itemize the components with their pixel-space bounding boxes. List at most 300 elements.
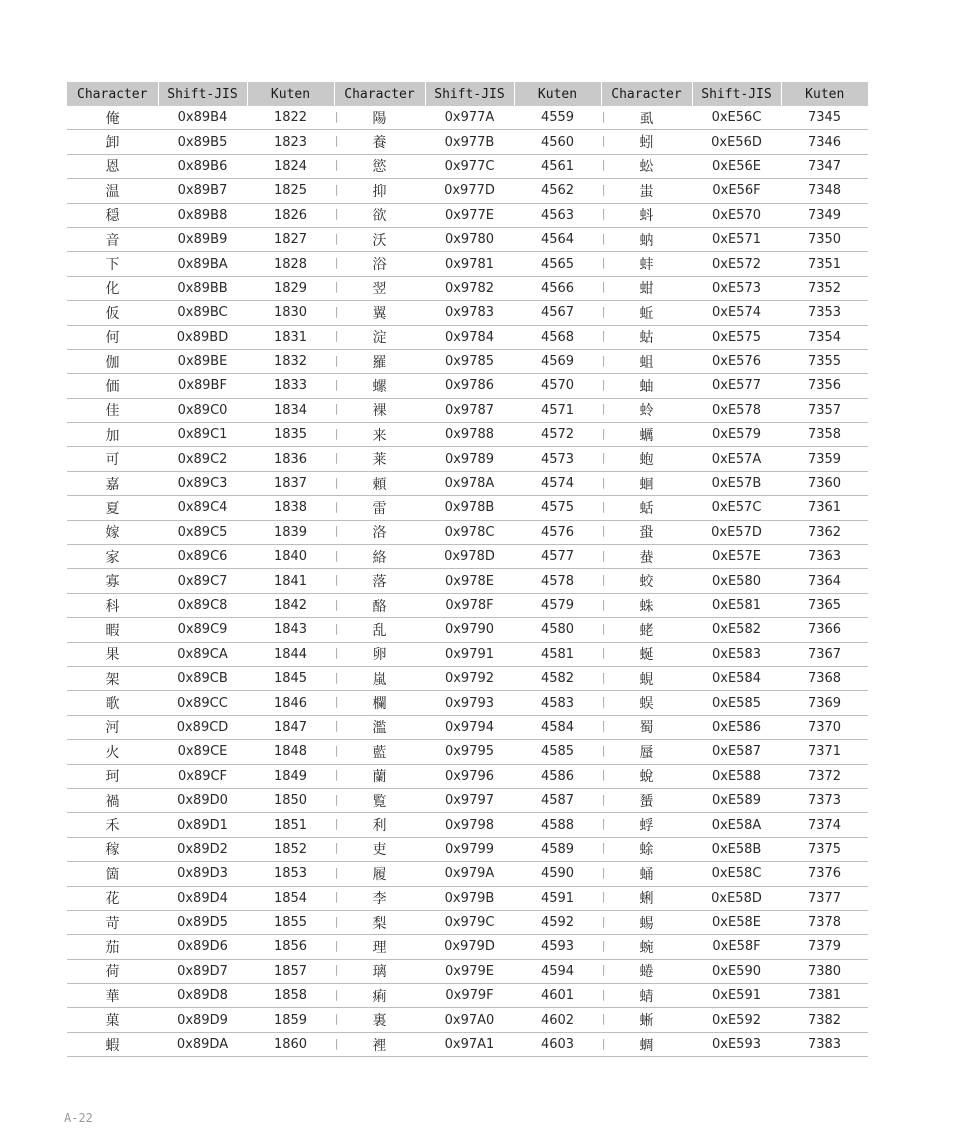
kuten-cell: 1845: [247, 666, 334, 690]
shift-jis-cell: 0xE57B: [692, 471, 781, 495]
character-cell: │ 李: [334, 886, 425, 910]
kuten-cell: 4582: [514, 666, 601, 690]
kuten-cell: 7348: [781, 179, 868, 203]
character-cell: 俺: [67, 106, 158, 130]
character-cell: │ 蚰: [601, 374, 692, 398]
shift-jis-cell: 0xE572: [692, 252, 781, 276]
character-cell: │ 蛹: [601, 862, 692, 886]
kuten-cell: 1846: [247, 691, 334, 715]
shift-jis-cell: 0x89B5: [158, 130, 247, 154]
kuten-cell: 1854: [247, 886, 334, 910]
kuten-cell: 7351: [781, 252, 868, 276]
kuten-cell: 7369: [781, 691, 868, 715]
kuten-cell: 4590: [514, 862, 601, 886]
shift-jis-cell: 0x89C9: [158, 618, 247, 642]
kuten-cell: 1853: [247, 862, 334, 886]
shift-jis-cell: 0x89CE: [158, 740, 247, 764]
table-row: [67, 545, 868, 569]
kuten-cell: 4591: [514, 886, 601, 910]
table-row: [67, 813, 868, 837]
character-cell: │ 裸: [334, 398, 425, 422]
shift-jis-cell: 0x89D6: [158, 935, 247, 959]
kuten-cell: 7346: [781, 130, 868, 154]
character-cell: 火: [67, 740, 158, 764]
kuten-cell: 1835: [247, 423, 334, 447]
kuten-cell: 4593: [514, 935, 601, 959]
shift-jis-cell: 0x89B4: [158, 106, 247, 130]
shift-jis-cell: 0x89D4: [158, 886, 247, 910]
shift-jis-cell: 0xE586: [692, 715, 781, 739]
character-cell: 茄: [67, 935, 158, 959]
table-row: [67, 520, 868, 544]
character-cell: 珂: [67, 764, 158, 788]
character-cell: │ 養: [334, 130, 425, 154]
kuten-cell: 1851: [247, 813, 334, 837]
kuten-cell: 7370: [781, 715, 868, 739]
shift-jis-cell: 0xE58B: [692, 837, 781, 861]
table-row: [67, 593, 868, 617]
shift-jis-cell: 0x979F: [425, 984, 514, 1008]
character-cell: │ 羅: [334, 349, 425, 373]
kuten-cell: 7362: [781, 520, 868, 544]
kuten-cell: 1841: [247, 569, 334, 593]
shift-jis-cell: 0x89D7: [158, 959, 247, 983]
character-cell: │ 卵: [334, 642, 425, 666]
character-cell: 音: [67, 227, 158, 251]
character-cell: │ 頼: [334, 471, 425, 495]
kuten-cell: 7364: [781, 569, 868, 593]
kuten-cell: 1830: [247, 301, 334, 325]
kuten-cell: 7379: [781, 935, 868, 959]
kuten-cell: 1838: [247, 496, 334, 520]
character-cell: │ 蜀: [601, 715, 692, 739]
character-cell: │ 落: [334, 569, 425, 593]
character-cell: │ 蛟: [601, 569, 692, 593]
kuten-cell: 7375: [781, 837, 868, 861]
shift-jis-cell: 0x89C8: [158, 593, 247, 617]
shift-jis-cell: 0xE57C: [692, 496, 781, 520]
table-row: [67, 569, 868, 593]
kuten-cell: 7356: [781, 374, 868, 398]
character-cell: 稼: [67, 837, 158, 861]
kuten-cell: 4569: [514, 349, 601, 373]
character-cell: 華: [67, 984, 158, 1008]
shift-jis-cell: 0xE57D: [692, 520, 781, 544]
shift-jis-cell: 0x89BE: [158, 349, 247, 373]
table-row: [67, 959, 868, 983]
shift-jis-cell: 0x89B7: [158, 179, 247, 203]
character-cell: │ 抑: [334, 179, 425, 203]
kuten-cell: 4589: [514, 837, 601, 861]
table-row: [67, 642, 868, 666]
character-cell: │ 蘭: [334, 764, 425, 788]
shift-jis-cell: 0xE573: [692, 276, 781, 300]
table-row: [67, 325, 868, 349]
kuten-cell: 4594: [514, 959, 601, 983]
character-cell: 温: [67, 179, 158, 203]
character-cell: │ 蚪: [601, 203, 692, 227]
shift-jis-cell: 0x89CB: [158, 666, 247, 690]
character-cell: │ 蜆: [601, 666, 692, 690]
shift-jis-cell: 0x89CD: [158, 715, 247, 739]
shift-jis-cell: 0xE592: [692, 1008, 781, 1032]
shift-jis-cell: 0x9795: [425, 740, 514, 764]
shift-jis-cell: 0xE590: [692, 959, 781, 983]
kuten-cell: 4565: [514, 252, 601, 276]
shift-jis-cell: 0xE571: [692, 227, 781, 251]
shift-jis-cell: 0x89C4: [158, 496, 247, 520]
character-cell: │ 蛩: [601, 520, 692, 544]
character-cell: 嘉: [67, 471, 158, 495]
shift-jis-cell: 0x9794: [425, 715, 514, 739]
table-row: [67, 935, 868, 959]
character-cell: │ 乱: [334, 618, 425, 642]
kuten-cell: 7345: [781, 106, 868, 130]
kuten-cell: 1840: [247, 545, 334, 569]
table-row: [67, 496, 868, 520]
kuten-cell: 4576: [514, 520, 601, 544]
character-cell: │ 蚣: [601, 154, 692, 178]
character-cell: 下: [67, 252, 158, 276]
character-cell: │ 蜃: [601, 740, 692, 764]
character-cell: │ 翌: [334, 276, 425, 300]
table-row: [67, 374, 868, 398]
kuten-cell: 1828: [247, 252, 334, 276]
kuten-cell: 1849: [247, 764, 334, 788]
shift-jis-cell: 0x89C5: [158, 520, 247, 544]
kuten-cell: 7381: [781, 984, 868, 1008]
shift-jis-cell: 0x89B8: [158, 203, 247, 227]
shift-jis-cell: 0x89DA: [158, 1032, 247, 1056]
character-cell: 蝦: [67, 1032, 158, 1056]
shift-jis-cell: 0xE581: [692, 593, 781, 617]
kuten-cell: 1847: [247, 715, 334, 739]
table-row: [67, 886, 868, 910]
shift-jis-cell: 0x9798: [425, 813, 514, 837]
character-cell: 禍: [67, 788, 158, 812]
shift-jis-cell: 0x978A: [425, 471, 514, 495]
character-cell: │ 蚓: [601, 130, 692, 154]
character-cell: 化: [67, 276, 158, 300]
character-cell: 伽: [67, 349, 158, 373]
kuten-cell: 4588: [514, 813, 601, 837]
character-cell: │ 慾: [334, 154, 425, 178]
shift-jis-cell: 0xE575: [692, 325, 781, 349]
kuten-cell: 1857: [247, 959, 334, 983]
character-cell: │ 蚯: [601, 301, 692, 325]
shift-jis-cell: 0xE584: [692, 666, 781, 690]
character-cell: 歌: [67, 691, 158, 715]
shift-jis-cell: 0x978C: [425, 520, 514, 544]
character-cell: │ 螺: [334, 374, 425, 398]
shift-jis-cell: 0xE579: [692, 423, 781, 447]
kuten-cell: 1822: [247, 106, 334, 130]
character-cell: │ 蛆: [601, 349, 692, 373]
page-number: A-22: [64, 1111, 93, 1125]
shift-jis-cell: 0x9791: [425, 642, 514, 666]
kuten-cell: 7360: [781, 471, 868, 495]
kuten-cell: 1837: [247, 471, 334, 495]
character-cell: │ 裏: [334, 1008, 425, 1032]
kuten-cell: 4570: [514, 374, 601, 398]
character-cell: │ 虱: [601, 106, 692, 130]
kuten-cell: 4573: [514, 447, 601, 471]
header-row: [67, 82, 868, 106]
character-cell: │ 蛯: [601, 618, 692, 642]
kuten-cell: 1844: [247, 642, 334, 666]
shift-jis-cell: 0x977E: [425, 203, 514, 227]
character-cell: │ 欲: [334, 203, 425, 227]
kuten-cell: 7372: [781, 764, 868, 788]
character-cell: │ 蜊: [601, 886, 692, 910]
character-cell: │ 蜍: [601, 837, 692, 861]
kuten-cell: 4563: [514, 203, 601, 227]
character-cell: │ 蜷: [601, 959, 692, 983]
shift-jis-cell: 0x89C2: [158, 447, 247, 471]
character-cell: 仮: [67, 301, 158, 325]
kuten-cell: 4559: [514, 106, 601, 130]
kuten-cell: 7358: [781, 423, 868, 447]
character-cell: 可: [67, 447, 158, 471]
kuten-cell: 7353: [781, 301, 868, 325]
shift-jis-cell: 0xE591: [692, 984, 781, 1008]
character-cell: 佳: [67, 398, 158, 422]
table-row: [67, 349, 868, 373]
character-cell: 寡: [67, 569, 158, 593]
kuten-cell: 7367: [781, 642, 868, 666]
kuten-cell: 4560: [514, 130, 601, 154]
column-header-shift-jis: Shift-JIS: [425, 82, 514, 106]
kuten-cell: 4585: [514, 740, 601, 764]
table-row: [67, 179, 868, 203]
kuten-cell: 1823: [247, 130, 334, 154]
kuten-cell: 4578: [514, 569, 601, 593]
shift-jis-cell: 0x9788: [425, 423, 514, 447]
character-cell: │ 裡: [334, 1032, 425, 1056]
kuten-cell: 1824: [247, 154, 334, 178]
table-row: [67, 398, 868, 422]
character-cell: │ 璃: [334, 959, 425, 983]
character-cell: │ 欄: [334, 691, 425, 715]
character-cell: 卸: [67, 130, 158, 154]
shift-jis-cell: 0x979C: [425, 910, 514, 934]
table-row: [67, 447, 868, 471]
kuten-cell: 7368: [781, 666, 868, 690]
kuten-cell: 7357: [781, 398, 868, 422]
kuten-cell: 1859: [247, 1008, 334, 1032]
character-cell: │ 蛻: [601, 764, 692, 788]
kuten-cell: 4583: [514, 691, 601, 715]
kuten-cell: 7361: [781, 496, 868, 520]
character-cell: │ 蠣: [601, 423, 692, 447]
shift-jis-cell: 0xE56C: [692, 106, 781, 130]
table-row: [67, 837, 868, 861]
table-row: [67, 764, 868, 788]
kuten-cell: 1858: [247, 984, 334, 1008]
kuten-cell: 7359: [781, 447, 868, 471]
column-header-kuten: Kuten: [781, 82, 868, 106]
shift-jis-cell: 0xE58F: [692, 935, 781, 959]
shift-jis-cell: 0x89C0: [158, 398, 247, 422]
kuten-cell: 7365: [781, 593, 868, 617]
column-header-kuten: Kuten: [514, 82, 601, 106]
shift-jis-cell: 0x979E: [425, 959, 514, 983]
shift-jis-cell: 0x89CC: [158, 691, 247, 715]
table-row: [67, 154, 868, 178]
shift-jis-cell: 0xE588: [692, 764, 781, 788]
kuten-cell: 1839: [247, 520, 334, 544]
kuten-cell: 1826: [247, 203, 334, 227]
kuten-cell: 4581: [514, 642, 601, 666]
kuten-cell: 7383: [781, 1032, 868, 1056]
table-row: [67, 910, 868, 934]
character-cell: │ 嵐: [334, 666, 425, 690]
shift-jis-cell: 0x977D: [425, 179, 514, 203]
shift-jis-cell: 0xE57A: [692, 447, 781, 471]
shift-jis-cell: 0xE58C: [692, 862, 781, 886]
shift-jis-cell: 0x97A0: [425, 1008, 514, 1032]
character-cell: 何: [67, 325, 158, 349]
kuten-cell: 4602: [514, 1008, 601, 1032]
kuten-cell: 1843: [247, 618, 334, 642]
kuten-cell: 7382: [781, 1008, 868, 1032]
shift-jis-cell: 0x97A1: [425, 1032, 514, 1056]
kuten-cell: 1832: [247, 349, 334, 373]
shift-jis-cell: 0x977B: [425, 130, 514, 154]
shift-jis-cell: 0x979D: [425, 935, 514, 959]
table-row: [67, 666, 868, 690]
kuten-cell: 7373: [781, 788, 868, 812]
shift-jis-cell: 0x9796: [425, 764, 514, 788]
kuten-cell: 4567: [514, 301, 601, 325]
character-cell: │ 浴: [334, 252, 425, 276]
shift-jis-cell: 0x9787: [425, 398, 514, 422]
shift-jis-cell: 0x89D2: [158, 837, 247, 861]
shift-jis-cell: 0x89BF: [158, 374, 247, 398]
character-cell: 価: [67, 374, 158, 398]
character-cell: │ 翼: [334, 301, 425, 325]
character-cell: │ 蚩: [601, 179, 692, 203]
shift-jis-cell: 0x9792: [425, 666, 514, 690]
shift-jis-cell: 0x9797: [425, 788, 514, 812]
character-cell: │ 履: [334, 862, 425, 886]
shift-jis-cell: 0xE576: [692, 349, 781, 373]
shift-jis-cell: 0x89C3: [158, 471, 247, 495]
character-cell: │ 蜑: [601, 788, 692, 812]
character-cell: │ 陽: [334, 106, 425, 130]
character-cell: 箇: [67, 862, 158, 886]
shift-jis-cell: 0x89D5: [158, 910, 247, 934]
shift-jis-cell: 0x978E: [425, 569, 514, 593]
shift-jis-cell: 0x9789: [425, 447, 514, 471]
table-row: [67, 1032, 868, 1056]
character-cell: 果: [67, 642, 158, 666]
table-row: [67, 740, 868, 764]
shift-jis-cell: 0x89BB: [158, 276, 247, 300]
character-cell: │ 蚶: [601, 276, 692, 300]
table-row: [67, 276, 868, 300]
table-row: [67, 788, 868, 812]
character-cell: │ 理: [334, 935, 425, 959]
kuten-cell: 4586: [514, 764, 601, 788]
shift-jis-cell: 0x9783: [425, 301, 514, 325]
kuten-cell: 4572: [514, 423, 601, 447]
shift-jis-cell: 0x977A: [425, 106, 514, 130]
character-cell: 穏: [67, 203, 158, 227]
character-cell: │ 洛: [334, 520, 425, 544]
shift-jis-cell: 0x9793: [425, 691, 514, 715]
table-row: [67, 106, 868, 130]
table-row: [67, 252, 868, 276]
shift-jis-cell: 0xE58A: [692, 813, 781, 837]
shift-jis-cell: 0xE577: [692, 374, 781, 398]
kuten-cell: 1848: [247, 740, 334, 764]
character-cell: │ 蜒: [601, 642, 692, 666]
shift-jis-cell: 0xE56D: [692, 130, 781, 154]
character-cell: 架: [67, 666, 158, 690]
table-row: [67, 227, 868, 251]
kuten-cell: 4571: [514, 398, 601, 422]
kuten-cell: 4587: [514, 788, 601, 812]
character-cell: │ 蜻: [601, 984, 692, 1008]
shift-jis-cell: 0xE574: [692, 301, 781, 325]
kuten-cell: 1831: [247, 325, 334, 349]
column-header-kuten: Kuten: [247, 82, 334, 106]
shift-jis-cell: 0x977C: [425, 154, 514, 178]
shift-jis-cell: 0x9786: [425, 374, 514, 398]
shift-jis-cell: 0xE58D: [692, 886, 781, 910]
table-row: [67, 130, 868, 154]
character-cell: │ 来: [334, 423, 425, 447]
shift-jis-cell: 0xE593: [692, 1032, 781, 1056]
kuten-cell: 1829: [247, 276, 334, 300]
shift-jis-cell: 0x89BD: [158, 325, 247, 349]
kuten-cell: 7347: [781, 154, 868, 178]
table-row: [67, 862, 868, 886]
shift-jis-cell: 0xE58E: [692, 910, 781, 934]
kuten-cell: 4603: [514, 1032, 601, 1056]
column-header-character: Character: [67, 82, 158, 106]
kuten-cell: 1836: [247, 447, 334, 471]
shift-jis-cell: 0xE570: [692, 203, 781, 227]
kuten-cell: 7376: [781, 862, 868, 886]
character-cell: │ 蜥: [601, 1008, 692, 1032]
shift-jis-cell: 0xE582: [692, 618, 781, 642]
kuten-cell: 1827: [247, 227, 334, 251]
shift-jis-cell: 0x89CF: [158, 764, 247, 788]
kuten-cell: 4580: [514, 618, 601, 642]
shift-jis-cell: 0xE583: [692, 642, 781, 666]
table-row: [67, 471, 868, 495]
shift-jis-cell: 0x89C6: [158, 545, 247, 569]
table-body: [67, 106, 868, 1057]
shift-jis-cell: 0x89CA: [158, 642, 247, 666]
kuten-cell: 7350: [781, 227, 868, 251]
shift-jis-cell: 0x979A: [425, 862, 514, 886]
shift-jis-cell: 0xE580: [692, 569, 781, 593]
table-row: [67, 423, 868, 447]
shift-jis-cell: 0x978F: [425, 593, 514, 617]
table-row: [67, 1008, 868, 1032]
character-cell: │ 蚋: [601, 227, 692, 251]
character-cell: │ 蜈: [601, 691, 692, 715]
character-cell: 苛: [67, 910, 158, 934]
kuten-cell: 7349: [781, 203, 868, 227]
character-cell: │ 藍: [334, 740, 425, 764]
table-row: [67, 984, 868, 1008]
shift-jis-cell: 0x89BC: [158, 301, 247, 325]
kuten-cell: 1852: [247, 837, 334, 861]
